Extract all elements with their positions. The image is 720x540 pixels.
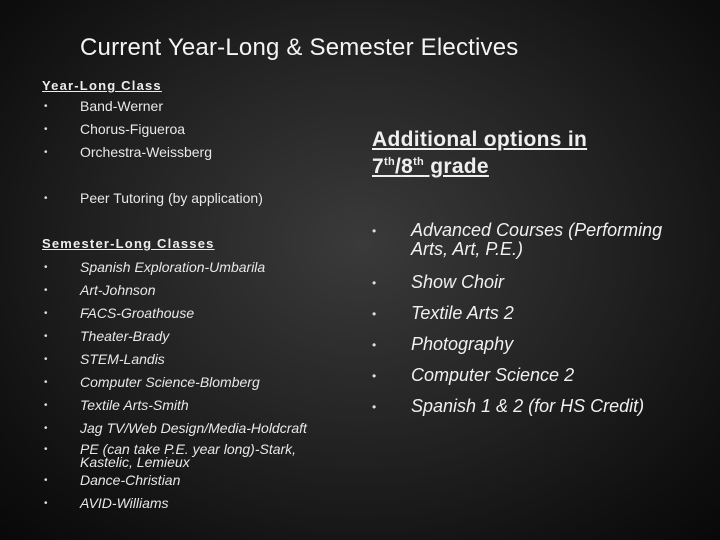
item-text: STEM-Landis — [80, 351, 165, 367]
list-item — [42, 397, 352, 420]
item-text: Spanish 1 & 2 (for HS Credit) — [411, 396, 645, 416]
item-text: Spanish Exploration-Umbarila — [80, 259, 266, 275]
list-item — [42, 351, 352, 374]
list-item — [42, 98, 352, 121]
heading-line-1: Additional options in — [372, 128, 588, 151]
grade-8-suffix: th — [413, 156, 425, 168]
slide-title: Current Year-Long & Semester Electives — [80, 34, 519, 61]
bullet-icon: • — [44, 193, 48, 204]
bullet-icon: • — [372, 369, 377, 383]
bullet-icon: • — [44, 101, 48, 112]
bullet-icon: • — [372, 276, 377, 290]
grade-7-suffix: th — [383, 156, 395, 168]
additional-options-list — [372, 221, 702, 428]
list-item — [42, 144, 352, 167]
bullet-icon: • — [372, 307, 377, 321]
bullet-icon: • — [44, 475, 48, 486]
item-text: Theater-Brady — [80, 328, 170, 344]
list-item — [42, 495, 352, 518]
item-text: Art-Johnson — [80, 282, 156, 298]
list-item — [42, 282, 352, 305]
bullet-icon: • — [372, 338, 377, 352]
bullet-icon: • — [44, 308, 48, 319]
grade-8: 8 — [401, 155, 414, 178]
list-item — [372, 397, 702, 416]
item-text: Photography — [411, 334, 514, 354]
list-item — [42, 443, 352, 472]
list-item — [42, 420, 352, 443]
item-text: Textile Arts 2 — [411, 303, 514, 323]
item-text: Band-Werner — [80, 98, 164, 114]
list-item — [42, 259, 352, 282]
list-item — [372, 304, 702, 323]
year-long-list — [42, 98, 352, 167]
item-text: Chorus-Figueroa — [80, 121, 186, 137]
item-text: Textile Arts-Smith — [80, 397, 189, 413]
bullet-icon: • — [372, 400, 377, 414]
list-item — [372, 366, 702, 385]
bullet-icon: • — [44, 331, 48, 342]
semester-heading: Semester-Long Classes — [42, 236, 215, 251]
bullet-icon: • — [372, 224, 377, 238]
item-text: Advanced Courses (Performing Arts, Art, P.E.) — [411, 220, 663, 259]
bullet-icon: • — [44, 498, 48, 509]
list-item — [372, 335, 702, 354]
list-item — [42, 374, 352, 397]
item-text: PE (can take P.E. year long)-Stark, Kastelic, Lemieux — [80, 441, 297, 470]
item-text: Show Choir — [411, 272, 505, 292]
bullet-icon: • — [44, 124, 48, 135]
item-text: Computer Science-Blomberg — [80, 374, 260, 390]
bullet-icon: • — [44, 423, 48, 434]
list-item — [372, 221, 702, 259]
item-text: Peer Tutoring (by application) — [80, 190, 263, 206]
list-item — [42, 121, 352, 144]
heading-line-2: grade — [424, 155, 489, 178]
item-text: AVID-Williams — [80, 495, 169, 511]
item-text: Computer Science 2 — [411, 365, 575, 385]
bullet-icon: • — [44, 262, 48, 273]
item-text: FACS-Groathouse — [80, 305, 195, 321]
bullet-icon: • — [44, 377, 48, 388]
list-item — [42, 472, 352, 495]
year-long-heading: Year-Long Class — [42, 78, 162, 93]
list-item — [42, 328, 352, 351]
bullet-icon: • — [44, 285, 48, 296]
peer-tutoring-list — [42, 190, 352, 213]
semester-list — [42, 259, 352, 518]
bullet-icon: • — [44, 444, 48, 455]
list-item — [42, 305, 352, 328]
list-item — [372, 273, 702, 292]
item-text: Jag TV/Web Design/Media-Holdcraft — [80, 420, 307, 436]
additional-options-heading — [372, 128, 672, 178]
bullet-icon: • — [44, 400, 48, 411]
item-text: Dance-Christian — [80, 472, 181, 488]
bullet-icon: • — [44, 354, 48, 365]
grade-slash: / — [394, 155, 402, 178]
item-text: Orchestra-Weissberg — [80, 144, 213, 160]
bullet-icon: • — [44, 147, 48, 158]
list-item — [42, 190, 352, 213]
grade-7: 7 — [372, 155, 384, 178]
